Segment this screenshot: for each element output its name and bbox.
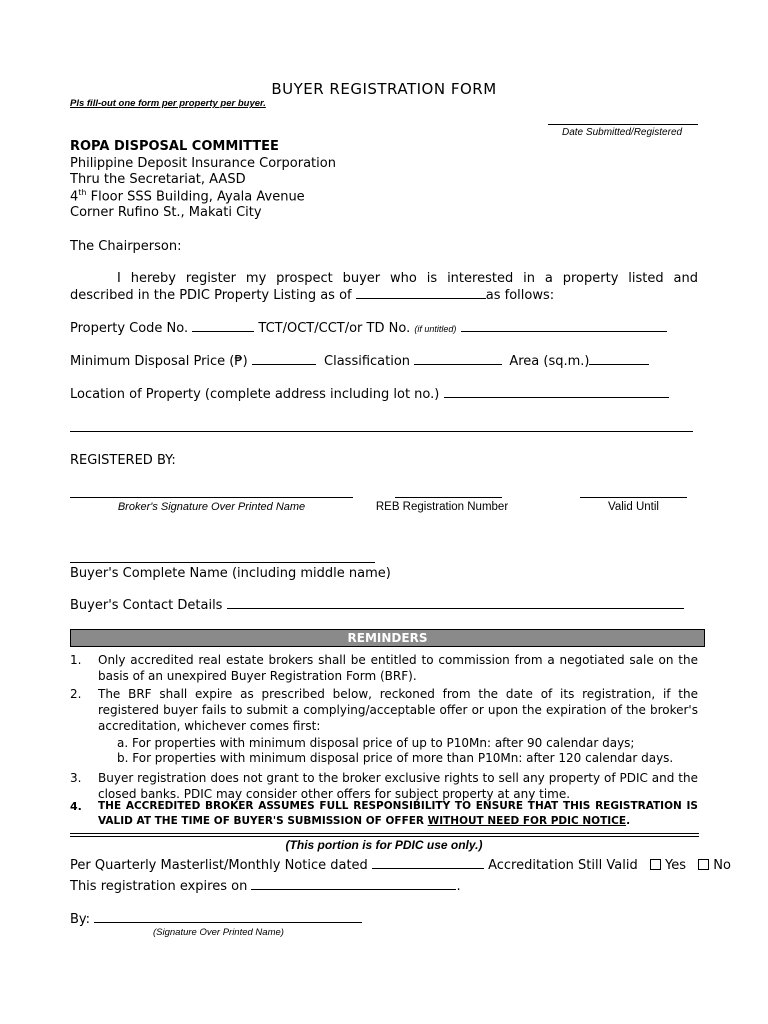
expires-row bbox=[70, 878, 461, 894]
address-line-3-rest: Floor SSS Building, Ayala Avenue bbox=[86, 189, 305, 205]
pdic-separator-top bbox=[70, 833, 699, 834]
min-price-label: Minimum Disposal Price (₱) bbox=[70, 354, 248, 369]
registered-by-label: REGISTERED BY: bbox=[70, 453, 176, 468]
buyer-contact-field[interactable] bbox=[227, 597, 684, 609]
form-title: BUYER REGISTRATION FORM bbox=[271, 80, 497, 98]
date-submitted-label: Date Submitted/Registered bbox=[562, 127, 683, 138]
if-untitled-note: (if untitled) bbox=[414, 324, 457, 334]
form-instruction: Pls fill-out one form per property per buyer. bbox=[70, 98, 266, 109]
address-line-1: Philippine Deposit Insurance Corporation bbox=[70, 156, 336, 171]
reminder-item-3 bbox=[70, 770, 698, 802]
by-label: By: bbox=[70, 912, 91, 927]
salutation: The Chairperson: bbox=[70, 239, 182, 254]
listing-date-field[interactable] bbox=[356, 287, 486, 299]
buyer-contact-label: Buyer's Contact Details bbox=[70, 598, 223, 613]
listing-date-suffix: as follows: bbox=[485, 288, 555, 303]
reb-number-line[interactable] bbox=[395, 497, 502, 498]
expires-period: . bbox=[456, 879, 461, 894]
buyer-contact-row bbox=[70, 597, 684, 613]
reb-number-label: REB Registration Number bbox=[375, 501, 509, 513]
reminder-4-line-1: THE ACCREDITED BROKER ASSUMES FULL RESPONSIBILITY TO ENSURE THAT THIS REGISTRATION IS bbox=[98, 800, 698, 812]
tct-label: TCT/OCT/CCT/or TD No. bbox=[258, 321, 411, 336]
address-line-3 bbox=[70, 188, 305, 204]
address-line-4: Corner Rufino St., Makati City bbox=[70, 205, 262, 220]
property-code-row bbox=[70, 320, 667, 336]
address-line-3-number: 4 bbox=[70, 189, 79, 205]
location-row bbox=[70, 386, 669, 402]
date-submitted-line[interactable] bbox=[548, 124, 698, 125]
reminder-text: The BRF shall expire as prescribed below, reckoned from the date of its registration, if the registered buyer fails to submit a complying/acceptable offer or upon the expiration of the broker's accreditation, whichever comes first: bbox=[98, 687, 698, 733]
buyer-name-label: Buyer's Complete Name (including middle name) bbox=[70, 566, 391, 581]
masterlist-date-field[interactable] bbox=[372, 857, 484, 869]
masterlist-label: Per Quarterly Masterlist/Monthly Notice dated bbox=[70, 858, 368, 873]
reminder-sub-b: b. For properties with minimum disposal price of more than P10Mn: after 120 calendar days. bbox=[117, 751, 674, 765]
buyer-name-line[interactable] bbox=[70, 562, 375, 563]
yes-checkbox[interactable] bbox=[650, 859, 661, 870]
signature-over-name-label: (Signature Over Printed Name) bbox=[153, 927, 284, 938]
reminder-text: Only accredited real estate brokers shall be entitled to commission from a negotiated sale on the basis of an unexpired Buyer Registration Form (BRF). bbox=[98, 653, 698, 683]
expires-label: This registration expires on bbox=[70, 879, 248, 894]
listing-date-prefix: described in the PDIC Property Listing as of bbox=[70, 288, 352, 303]
reminder-4-period: . bbox=[626, 815, 631, 827]
reminder-4-underlined: WITHOUT NEED FOR PDIC NOTICE bbox=[427, 815, 627, 827]
reminder-sub-a: a. For properties with minimum disposal price of up to P10Mn: after 90 calendar days; bbox=[117, 736, 635, 750]
reminder-4-line-2 bbox=[98, 815, 630, 827]
valid-until-label: Valid Until bbox=[608, 501, 659, 513]
reminder-number: 1. bbox=[70, 653, 82, 667]
reminder-item-1 bbox=[70, 652, 698, 684]
by-row bbox=[70, 911, 362, 927]
registration-paragraph-line-1: I hereby register my prospect buyer who is interested in a property listed and bbox=[117, 271, 698, 286]
accreditation-label: Accreditation Still Valid bbox=[488, 858, 638, 873]
location-continuation-line[interactable] bbox=[70, 431, 693, 432]
location-field[interactable] bbox=[444, 386, 669, 398]
broker-signature-line[interactable] bbox=[70, 497, 353, 498]
expiry-date-field[interactable] bbox=[251, 878, 456, 890]
by-signature-field[interactable] bbox=[94, 911, 362, 923]
address-line-3-superscript: th bbox=[78, 188, 87, 197]
address-line-2: Thru the Secretariat, AASD bbox=[70, 172, 246, 187]
committee-name: ROPA DISPOSAL COMMITTEE bbox=[70, 139, 279, 154]
masterlist-row bbox=[70, 857, 731, 873]
min-price-field[interactable] bbox=[252, 353, 316, 365]
reminder-4-line-2-text: VALID AT THE TIME OF BUYER'S SUBMISSION OF OFFER bbox=[98, 815, 428, 827]
location-label: Location of Property (complete address including lot no.) bbox=[70, 387, 440, 402]
yes-label: Yes bbox=[664, 858, 686, 873]
no-checkbox[interactable] bbox=[698, 859, 709, 870]
classification-field[interactable] bbox=[414, 353, 502, 365]
reminder-number: 2. bbox=[70, 687, 82, 701]
valid-until-line[interactable] bbox=[580, 497, 687, 498]
area-field[interactable] bbox=[589, 353, 649, 365]
reminder-text: Buyer registration does not grant to the broker exclusive rights to sell any property of PDIC and the closed banks. PDIC may consider other offers for subject property at any time. bbox=[98, 771, 698, 801]
classification-label: Classification bbox=[324, 354, 411, 369]
reminder-item-2 bbox=[70, 686, 698, 734]
property-code-field[interactable] bbox=[192, 320, 254, 332]
reminders-header: REMINDERS bbox=[70, 629, 705, 647]
area-label: Area (sq.m.) bbox=[509, 354, 590, 369]
reminder-number: 3. bbox=[70, 771, 82, 785]
pdic-separator-bottom bbox=[70, 836, 699, 837]
broker-signature-label: Broker's Signature Over Printed Name bbox=[117, 501, 306, 513]
property-code-label: Property Code No. bbox=[70, 321, 189, 336]
tct-field[interactable] bbox=[461, 320, 667, 332]
pdic-use-header: (This portion is for PDIC use only.) bbox=[285, 838, 483, 852]
reminder-4-number: 4. bbox=[70, 800, 82, 813]
no-label: No bbox=[713, 858, 731, 873]
price-row bbox=[70, 353, 649, 369]
registration-paragraph-line-2 bbox=[70, 287, 554, 303]
